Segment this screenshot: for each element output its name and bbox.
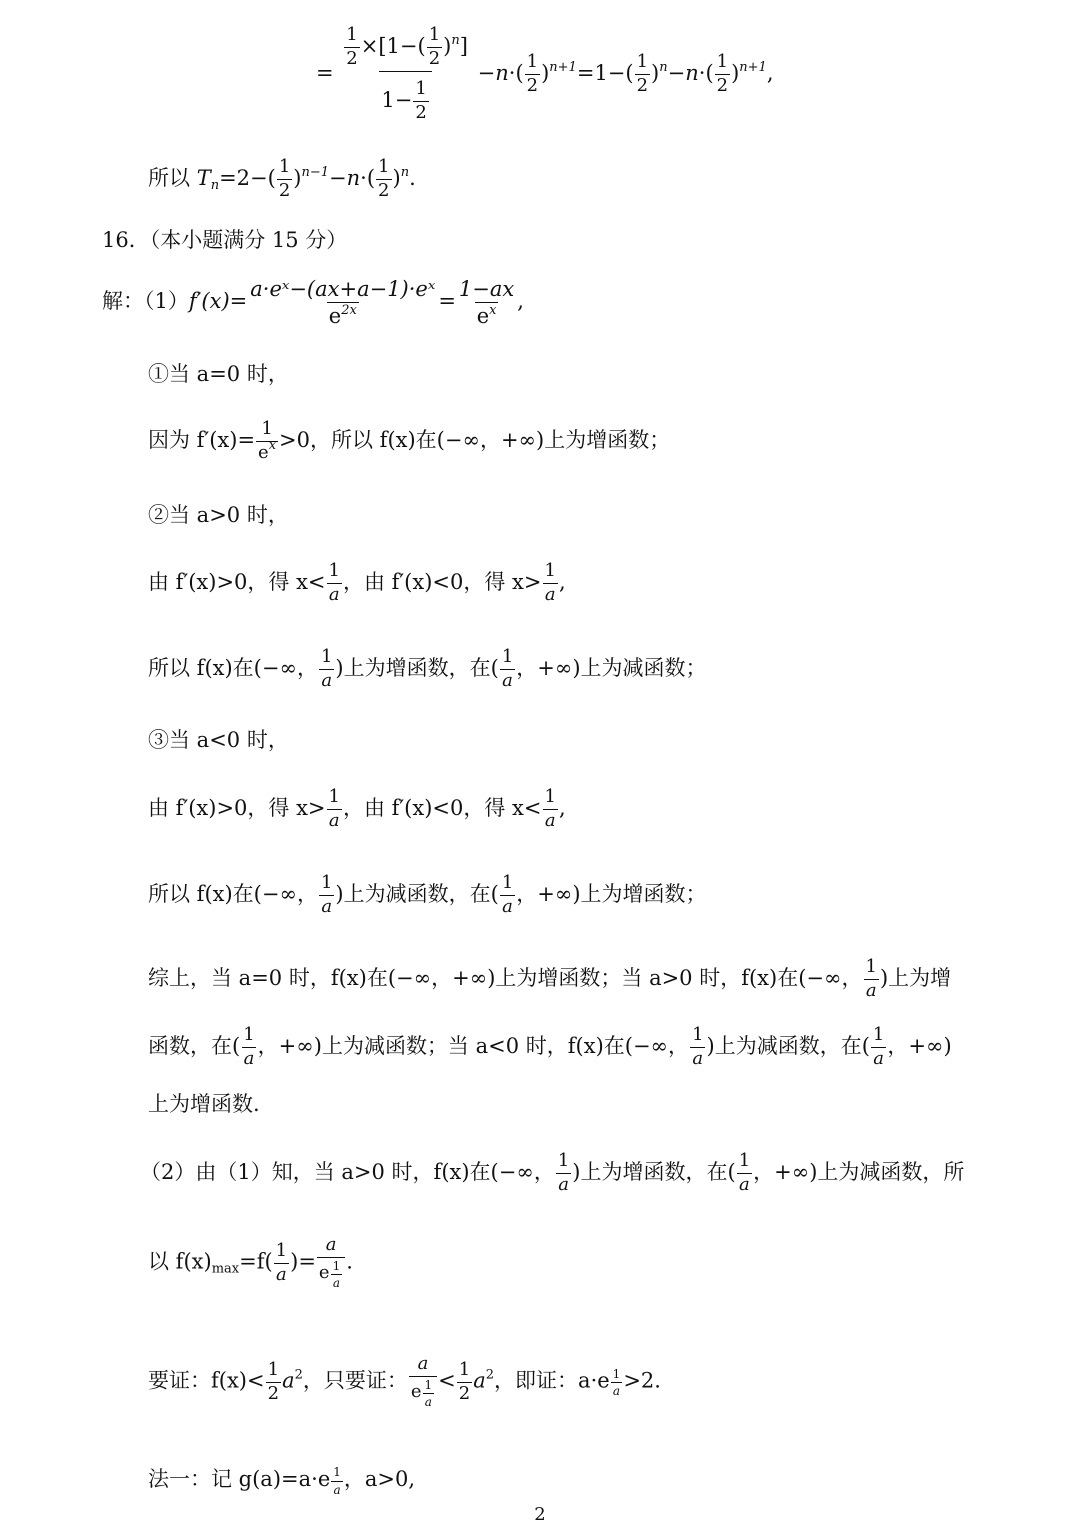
equals-sign: = <box>316 60 334 85</box>
summary-line-1: 综上，当 a=0 时，f(x)在(−∞，+∞)上为增函数；当 a>0 时，f(x)在(−∞， $\frac{1}{a}$ )上为增 <box>148 956 952 1001</box>
summary-line-3: 上为增函数. <box>148 1092 260 1116</box>
case-1-heading: ①当 a=0 时， <box>148 362 289 386</box>
case-1-line: 因为 f′(x)= $\frac{1}{e^x}$ >0，所以 f(x)在(−∞，+∞)上为增函数； <box>148 418 671 463</box>
summary-line-2: 函数，在( $\frac{1}{a}$ ，+∞)上为减函数；当 a<0 时，f(x)在(−∞， $\frac{1}{a}$ )上为减函数，在( $\frac{1}{a}$ ，+∞) <box>148 1024 952 1069</box>
case-2-conclusion: 所以 f(x)在(−∞， $\frac{1}{a}$ )上为增函数，在( $\frac{1}{a}$ ，+∞)上为减函数； <box>148 646 707 691</box>
solution-derivative-line: 解：（1）f′(x)= $\frac{\text{a·eˣ−(ax+a−1)·eˣ}}{e^{2x}}$ = $\frac{1-ax}{e^x}$ , <box>102 277 524 329</box>
part-2-line-2: 以 $f(x)_{max}=f$( $\frac{1}{a}$ )= a e $\frac{1}{a}$ . <box>148 1234 353 1291</box>
case-2-heading: ②当 a>0 时， <box>148 503 289 527</box>
case-3-heading: ③当 a<0 时， <box>148 728 289 752</box>
page-number: 2 <box>534 1504 546 1525</box>
part-2-line-1: （2）由（1）知，当 a>0 时，f(x)在(−∞， $\frac{1}{a}$ )上为增函数，在( $\frac{1}{a}$ ，+∞)上为减函数，所 <box>140 1150 965 1195</box>
big-fraction: $\frac{1}{2}$ ×[1−( $\frac{1}{2}$ )$^n$] 1− $\frac{1}{2}$ <box>346 24 468 123</box>
equation-line-tn: 所以 $T_n=2-$( $\frac{1}{2}$ )$^{n-1}$−n·( $\frac{1}{2}$ )$^n$. <box>148 156 416 201</box>
question-16-heading: 16．（本小题满分 15 分） <box>102 228 348 252</box>
prove-requirement-line: 要证：f(x)< $\frac{1}{2}$ $a^2$，只要证： a e $\frac{1}{a}$ < $\frac{1}{2}$ $a^2$，即证：a·e $\frac{1}{a}$ >2. <box>148 1353 661 1410</box>
equation-line-geometric-sum: = $\frac{1}{2}$ ×[1−( $\frac{1}{2}$ )$^n$] 1− $\frac{1}{2}$ −n·( $\frac{1}{2}$ )$^{n+1}$=1−( $\frac{1}{2}$ )$^n$−n·( $\frac{1}{2}$ )$^{n+1}$, <box>316 24 774 123</box>
method-1-line: 法一：记 g(a)=a·e $\frac{1}{a}$ ，a>0, <box>148 1465 416 1497</box>
case-3-condition: 由 f′(x)>0，得 x> $\frac{1}{a}$ ，由 f′(x)<0，得 x< $\frac{1}{a}$ , <box>148 786 566 831</box>
case-3-conclusion: 所以 f(x)在(−∞， $\frac{1}{a}$ )上为减函数，在( $\frac{1}{a}$ ，+∞)上为增函数； <box>148 872 707 917</box>
case-2-condition: 由 f′(x)>0，得 x< $\frac{1}{a}$ ，由 f′(x)<0，得 x> $\frac{1}{a}$ , <box>148 560 566 605</box>
